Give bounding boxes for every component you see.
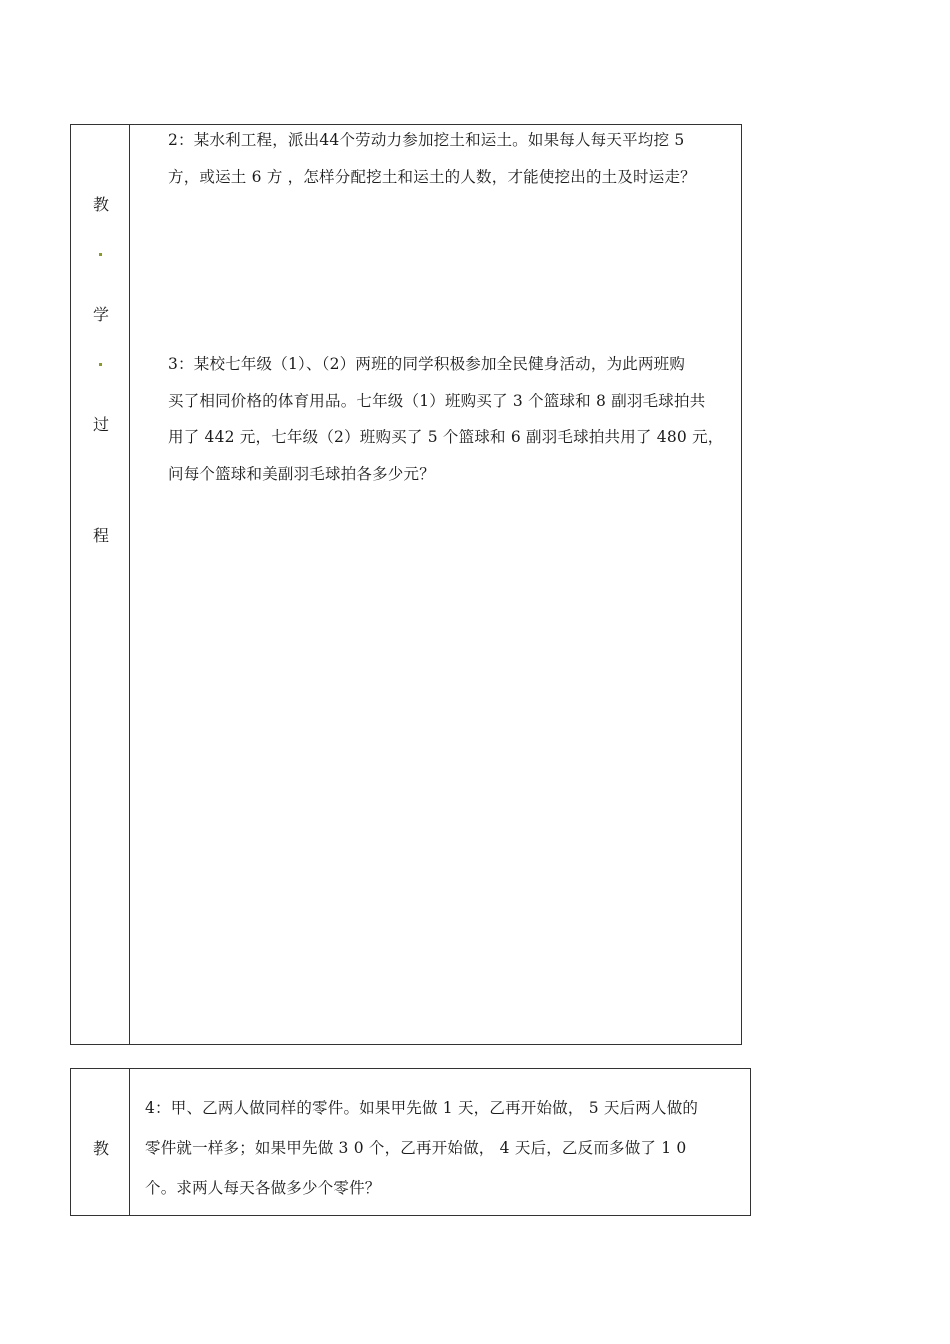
column-divider bbox=[129, 125, 130, 1044]
side-label-char-1: 教 bbox=[92, 195, 109, 214]
side-label-char-3: 过 bbox=[92, 415, 109, 434]
side-label-char-2: 学 bbox=[92, 305, 109, 324]
question-3 bbox=[168, 346, 723, 492]
lesson-table-1 bbox=[70, 124, 742, 1045]
question-2-line-2: 方，或运土 6 方 ，怎样分配挖土和运土的人数，才能使挖出的土及时运走？ bbox=[168, 167, 696, 186]
side-label-char-4: 程 bbox=[92, 526, 109, 545]
question-3-line-2: 买了相同价格的体育用品。七年级（1）班购买了 3 个篮球和 8 副羽毛球拍共 bbox=[168, 391, 706, 410]
question-3-line-3: 用了 442 元，七年级（2）班购买了 5 个篮球和 6 副羽毛球拍共用了 480 元， bbox=[168, 428, 724, 446]
question-4-line-1: 4：甲、乙两人做同样的零件。如果甲先做 1 天，乙再开始做， 5 天后两人做的 bbox=[145, 1099, 699, 1117]
question-2-line-1: 2：某水利工程，派出44个劳动力参加挖土和运土。如果每人每天平均挖 5 bbox=[168, 131, 685, 149]
decorative-dot bbox=[99, 363, 102, 366]
question-3-line-1: 3：某校七年级（1）、（2）两班的同学积极参加全民健身活动，为此两班购 bbox=[168, 355, 686, 373]
column-divider bbox=[129, 1069, 130, 1215]
question-3-line-4: 问每个篮球和美副羽毛球拍各多少元？ bbox=[168, 464, 435, 483]
question-4-line-2: 零件就一样多；如果甲先做 3 0 个，乙再开始做， 4 天后，乙反而多做了 1 0 bbox=[145, 1139, 687, 1157]
question-4-line-3: 个。求两人每天各做多少个零件？ bbox=[145, 1179, 381, 1197]
decorative-dot bbox=[99, 253, 102, 256]
question-4 bbox=[145, 1088, 698, 1208]
question-2 bbox=[168, 122, 696, 195]
side-label-char: 教 bbox=[92, 1139, 109, 1158]
